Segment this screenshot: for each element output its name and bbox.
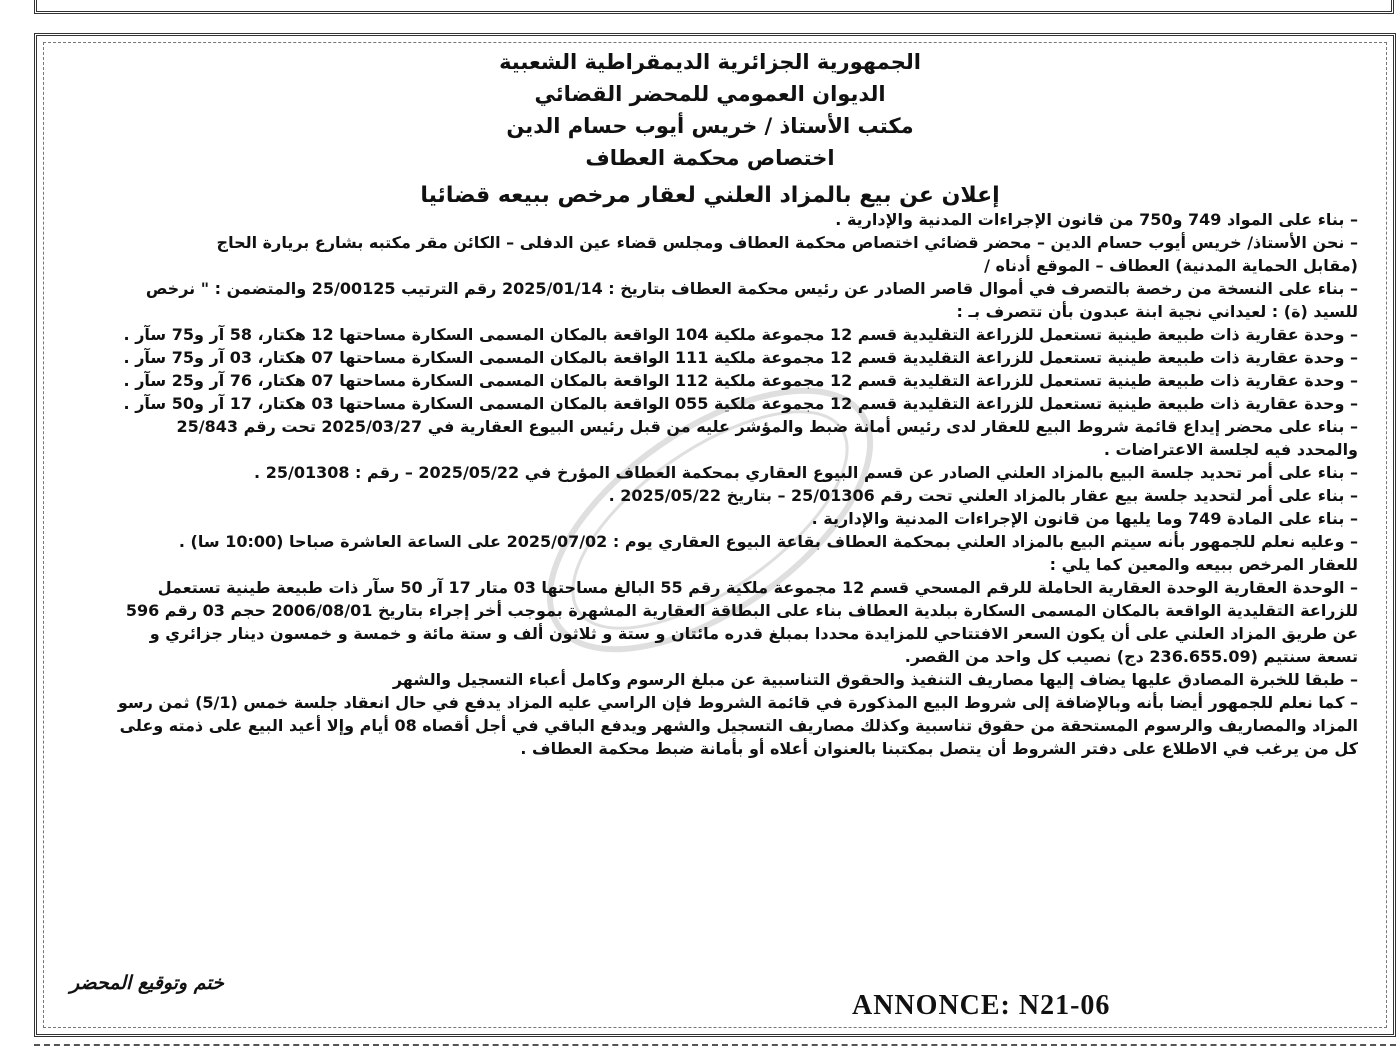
top-previous-box-border [34,0,1394,14]
body-line: تسعة سنتيم (236.655.09 دج) نصيب كل واحد من القصر. [904,647,1358,666]
body-line: للعقار المرخص ببيعه والمعين كما يلي : [1049,555,1358,574]
body-line: – وحدة عقارية ذات طبيعة طينية تستعمل للزراعة التقليدية قسم 12 مجموعة ملكية 055 الواقعة بالمكان المسمى السكارة مساحتها 03 هكتار، 17 آر و50 سآر . [123,394,1358,413]
body-line: عن طريق المزاد العلني على أن يكون السعر الافتتاحي للمزايدة محددا بمبلغ قدره مائتان و ستة و ثلاثون ألف و ستة مائة و خمسة و خمسون دينار جزائري و [149,624,1358,643]
body-line: – بناء على محضر إيداع قائمة شروط البيع للعقار لدى رئيس أمانة ضبط والمؤشر عليه من قبل رئيس البيوع العقارية في 2025/03/27 تحت رقم 25/843 [176,417,1358,436]
body-line: – بناء على المواد 749 و750 من قانون الإجراءات المدنية والإدارية . [835,210,1358,229]
body-line: – وحدة عقارية ذات طبيعة طينية تستعمل للزراعة التقليدية قسم 12 مجموعة ملكية 111 الواقعة بالمكان المسمى السكارة مساحتها 07 هكتار، 03 آر و75 سآر . [123,348,1358,367]
body-line: كل من يرغب في الاطلاع على دفتر الشروط أن يتصل بمكتبنا بالعنوان أعلاه أو بأمانة ضبط محكمة العطاف . [520,739,1358,758]
body-line: – وحدة عقارية ذات طبيعة طينية تستعمل للزراعة التقليدية قسم 12 مجموعة ملكية 104 الواقعة بالمكان المسمى السكارة مساحتها 12 هكتار، 58 آر و75 سآر . [123,325,1358,344]
annonce-number: ANNONCE: N21-06 [852,990,1111,1021]
announcement-title: إعلان عن بيع بالمزاد العلني لعقار مرخص ببيعه قضائيا [420,183,1000,208]
republic-title: الجمهورية الجزائرية الديمقراطية الشعبية [499,50,921,74]
body-line: (مقابل الحماية المدنية) العطاف – الموقع أدناه / [984,256,1358,275]
body-line: للزراعة التقليدية الواقعة بالمكان المسمى السكارة ببلدية العطاف بناء على البطاقة العقارية المشهرة بموجب أخر إجراء بتاريخ 2006/08/01 حجم 03 رقم 596 [125,601,1358,620]
bottom-dashed-line [34,1044,1396,1046]
body-line: – كما نعلم للجمهور أيضا بأنه وبالإضافة إلى شروط البيع المذكورة في قائمة الشروط فإن الراسي عليه المزاد يدفع في حال انعقاد جلسة خمس (5/1) ثمن رسو [117,693,1358,712]
announcement-body [68,208,1358,760]
body-line: والمحدد فيه لجلسة الاعتراضات . [1103,440,1358,459]
body-line: – الوحدة العقارية الوحدة العقارية الحاملة للرقم المسحي قسم 12 مجموعة ملكية رقم 55 البالغ مساحتها 03 متار 17 آر 50 سآر ذات طبيعة طينية تستعمل [157,578,1358,597]
document-header [60,46,1360,212]
body-line: – بناء على المادة 749 وما يليها من قانون الإجراءات المدنية والإدارية . [811,509,1358,528]
body-line: – نحن الأستاذ/ خريس أيوب حسام الدين – محضر قضائي اختصاص محكمة العطاف ومجلس قضاء عين الدفلى – الكائن مقر مكتبه بشارع بريارة الحاج [216,233,1358,252]
body-line: المزاد والمصاريف والرسوم المستحقة من حقوق تناسبية وكذلك مصاريف التسجيل والشهر ويدفع الباقي في أجل أقصاه 08 أيام وإلا أعيد البيع على ذمته وعلى [119,716,1358,735]
bailiff-signature-label: ختم وتوقيع المحضر [70,972,224,994]
body-line: – وعليه نعلم للجمهور بأنه سيتم البيع بالمزاد العلني بمحكمة العطاف بقاعة البيوع العقاري يوم : 2025/07/02 على الساعة العاشرة صباحا (10:00 سا) . [178,532,1358,551]
jurisdiction-title: اختصاص محكمة العطاف [585,146,835,170]
body-line: – طبقا للخبرة المصادق عليها يضاف إليها مصاريف التنفيذ والحقوق التناسبية عن مبلغ الرسوم وكامل أعباء التسجيل والشهر [392,670,1358,689]
body-line: – بناء على النسخة من رخصة بالتصرف في أموال قاصر الصادر عن رئيس محكمة العطاف بتاريخ : 2025/01/14 رقم الترتيب 25/00125 والمتضمن : " نرخص [145,279,1358,298]
body-line: – وحدة عقارية ذات طبيعة طينية تستعمل للزراعة التقليدية قسم 12 مجموعة ملكية 112 الواقعة بالمكان المسمى السكارة مساحتها 07 هكتار، 76 آر و25 سآر . [123,371,1358,390]
body-line: – بناء على أمر لتحديد جلسة بيع عقار بالمزاد العلني تحت رقم 25/01306 – بتاريخ 2025/05/22 . [608,486,1358,505]
office-title: الديوان العمومي للمحضر القضائي [534,82,886,106]
cabinet-title: مكتب الأستاذ / خريس أيوب حسام الدين [506,114,914,138]
body-line: – بناء على أمر تحديد جلسة البيع بالمزاد العلني الصادر عن قسم البيوع العقاري بمحكمة العطاف المؤرخ في 2025/05/22 – رقم : 25/01308 . [254,463,1358,482]
body-line: للسيد (ة) : لعيداني نجية ابنة عبدون بأن تتصرف بـ : [956,302,1358,321]
